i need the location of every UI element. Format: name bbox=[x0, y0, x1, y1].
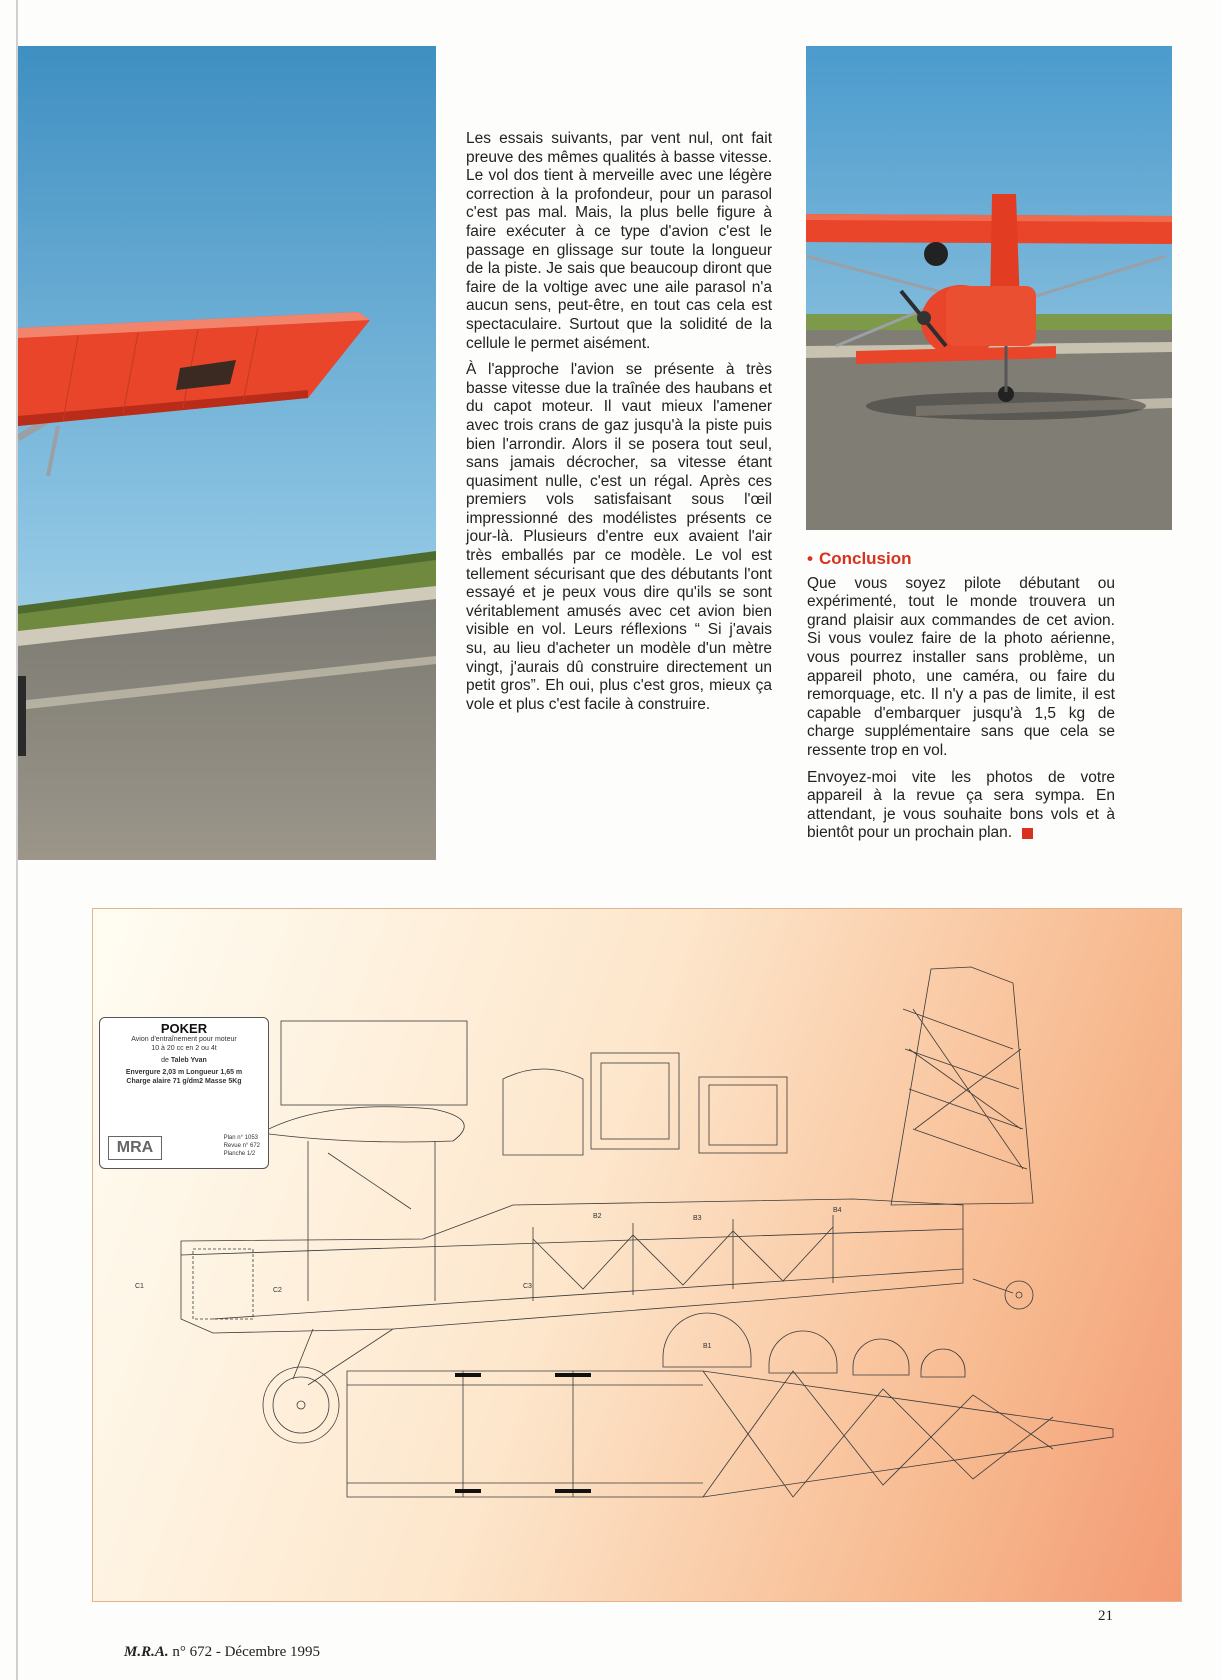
page-number: 21 bbox=[1098, 1608, 1113, 1624]
plan-label-b3: B3 bbox=[693, 1215, 702, 1222]
conclusion-heading bbox=[807, 550, 1115, 569]
plan-spec-2: Charge alaire 71 g/dm2 Masse 5Kg bbox=[126, 1078, 242, 1085]
article-paragraph-text: Envoyez-moi vite les photos de votre appareil à la revue ça sera sympa. En attendant, je vous souhaite bons vols et à bientôt pour un prochain plan. bbox=[807, 768, 1115, 842]
photo-wing-closeup bbox=[18, 46, 436, 860]
plan-ref-issue: Revue n° 672 bbox=[223, 1143, 260, 1149]
plan-label-b4: B4 bbox=[833, 1207, 842, 1214]
mra-logo: MRA bbox=[108, 1136, 162, 1160]
plan-label-c3: C3 bbox=[523, 1283, 532, 1290]
plan-label-b2: B2 bbox=[593, 1213, 602, 1220]
article-paragraph: Que vous soyez pilote débutant ou expérimenté, tout le monde trouvera un grand plaisir aux commandes de cet avion. Si vous voulez faire de la photo aérienne, vous pourrez installer sans problème, un appareil photo, une caméra, ou faire du remorquage, etc. Il n'y a pas de limite, il est capable d'embarquer jusqu'à 1,5 kg de charge supplémentaire sans que cela se ressente trop en vol. bbox=[807, 574, 1115, 759]
photo-plane-on-runway bbox=[806, 46, 1172, 530]
plan-label-c2: C2 bbox=[273, 1287, 282, 1294]
model-plan-drawing bbox=[92, 908, 1182, 1602]
plan-label-b1: B1 bbox=[703, 1343, 712, 1350]
plan-ref-sheet: Planche 1/2 bbox=[223, 1151, 256, 1157]
article-paragraph: À l'approche l'avion se présente à très basse vitesse due la traînée des haubans et du capot moteur. Il vaut mieux l'amener avec trois crans de gaz jusqu'à la piste puis bien l'arrondir. Alors il se posera tout seul, sans jamais décrocher, sa vitesse étant quasiment nulle, c'est un régal. Après ces premiers vols satisfaisant sous l'œil impressionné des modélistes présents ce jour-là. Plusieurs d'entre eux avaient l'air très emballés par ce modèle. Le vol est tellement sécurisant que des débutants l'ont essayé et je peux vous dire qu'ils se sont véritablement amusés avec cet avion bien visible en vol. Leurs réflexions “ Si j'avais su, au lieu d'acheter un modèle d'un mètre vingt, j'aurais dû construire directement un petit gros”. Eh oui, plus c'est gros, mieux ça vole et plus c'est facile à construire. bbox=[466, 361, 772, 713]
plan-ref-plan: Plan n° 1053 bbox=[223, 1135, 258, 1141]
plan-author: Taleb Yvan bbox=[170, 1057, 207, 1064]
magazine-name: M.R.A. bbox=[124, 1644, 169, 1660]
article-column-right bbox=[807, 550, 1115, 851]
plan-author-prefix: de bbox=[161, 1057, 169, 1064]
plan-line-art bbox=[93, 909, 1181, 1601]
page-footer-issue bbox=[124, 1644, 320, 1661]
plan-label-c1: C1 bbox=[135, 1283, 144, 1290]
plan-subtitle-2: 10 à 20 cc en 2 ou 4t bbox=[151, 1045, 217, 1052]
heading-text: Conclusion bbox=[818, 549, 912, 568]
plan-author-line bbox=[100, 1056, 268, 1065]
plan-reference bbox=[224, 1134, 260, 1158]
issue-date: n° 672 - Décembre 1995 bbox=[168, 1644, 320, 1660]
heading-bullet: • bbox=[807, 549, 813, 568]
article-paragraph bbox=[807, 769, 1115, 843]
plan-title: POKER bbox=[160, 1021, 208, 1036]
article-column-middle bbox=[466, 130, 772, 722]
plan-subtitle-1: Avion d'entraînement pour moteur bbox=[131, 1036, 237, 1043]
plan-title-block bbox=[99, 1017, 269, 1169]
end-of-article-mark bbox=[1022, 828, 1033, 839]
article-paragraph: Les essais suivants, par vent nul, ont fait preuve des mêmes qualités à basse vitesse. Le vol dos tient à merveille avec une légère correction à la profondeur, pour un parasol c'est pas mal. Mais, la plus belle figure à faire exécuter à ce type d'avion c'est le passage en glissage sur toute la longueur de la piste. Je sais que beaucoup diront que faire de la voltige avec une aile parasol n'a aucun sens, peut-être, en tout cas cela est spectaculaire. Surtout que la solidité de la cellule le permet aisément. bbox=[466, 130, 772, 352]
plan-spec-1: Envergure 2,03 m Longueur 1,65 m bbox=[125, 1069, 243, 1076]
